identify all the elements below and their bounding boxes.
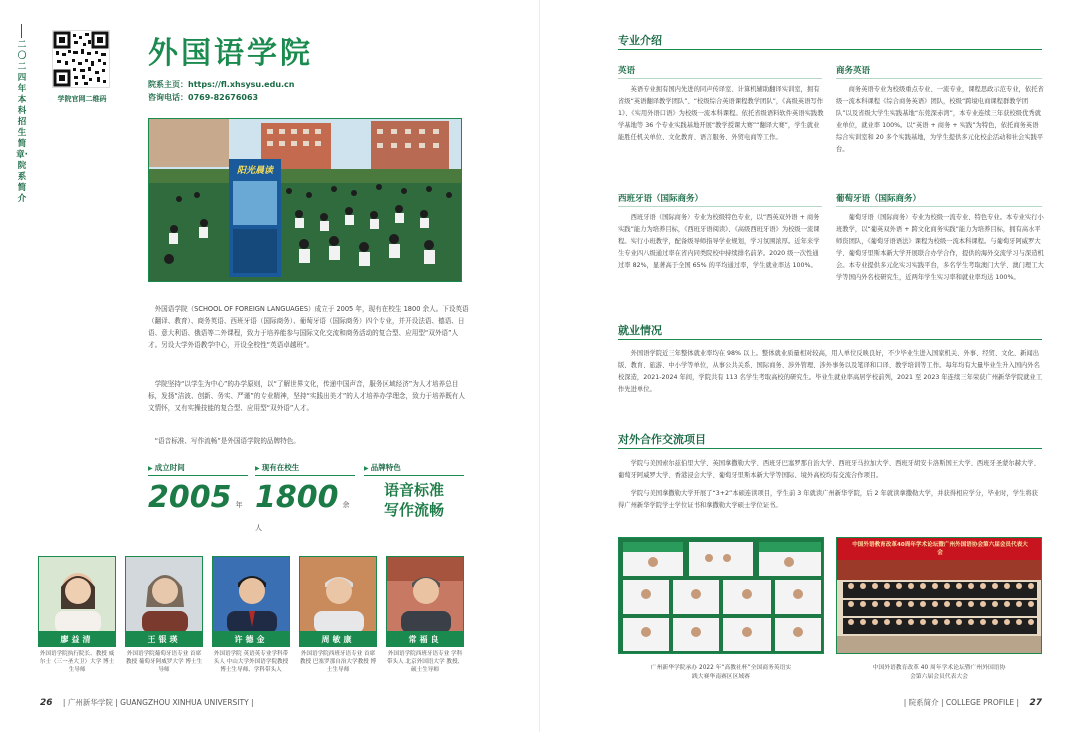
stat-students [255,462,355,534]
faculty-name: 常福良 [386,632,464,647]
stat-students-value: 1800 [255,480,339,515]
footer-left [40,697,254,708]
section-exchange-title: 对外合作交流项目 [618,433,706,446]
major-title: 商务英语 [836,66,871,76]
sub-rule [618,78,822,79]
footer-right-text: | 院系简介 | COLLEGE PROFILE | [903,698,1020,707]
major-title: 英语 [618,66,636,76]
school-title: 外国语学院 [148,36,313,71]
major-title: 西班牙语（国际商务） [618,194,704,204]
right-page [540,0,1080,732]
stat-founded [148,462,248,515]
vertical-rule [21,24,22,38]
faculty-desc: 外国语学院执行院长、教授 威尔士（三一圣大卫）大学 博士生导师 [39,651,115,673]
exchange-text-2: 学院与美国拿撒勒大学开展了“3+2”本硕连读项目，学生前 3 年就读广州新华学院，后 2 年就读拿撒勒大学，并获得相应学分，毕业时，学生将获得广州新华学院学士学位证书和拿撒勒大学硕士学位证书。 [618,490,1038,509]
faculty-card [299,556,377,674]
faculty-photo [299,556,377,632]
forum-caption: 中国外语教育改革 40 周年学术论坛暨广州外国语协会第六届会员代表大会 [872,665,1006,680]
faculty-name: 许德金 [212,632,290,647]
contact-phone: 咨询电话：0769-82676063 [148,93,259,102]
major-text: 葡萄牙语（国际商务）专业为校级一流专业、特色专业。本专业实行小班教学，以“葡英双外语 + 跨文化商务实践”能力为培养目标，拥有高水平师资团队，《葡萄牙语语法》课程为校级一流本科课程。与葡萄牙阿威罗大学、葡萄牙里斯本新大学开展联合办学合作，提供的海外交流学习与深造机会。本专业提供多元化实习实践平台，多名学生考取澳门大学、澳门理工大学等国内外名校研究生，近两年学生实习率和就业率均达 100%。 [836,214,1044,281]
faculty-desc: 外国语学院西班牙语专业 首席教授 巴塞罗那自治大学教授 博士生导师 [299,651,377,673]
section-rule [618,448,1042,449]
faculty-card [386,556,464,674]
section-employment-title: 就业情况 [618,324,662,337]
section-majors-title: 专业介绍 [618,34,662,47]
forum-banner-text: 中国外语教育改革40周年学术论坛暨广州外国语协会第六届会员代表大会 [852,542,1028,556]
faculty-photo [125,556,203,632]
sub-rule [836,206,1042,207]
competition-photo [618,537,824,654]
page-number-right: 27 [1029,698,1042,708]
faculty-photo [212,556,290,632]
faculty-name: 王银瑛 [125,632,203,647]
major-text: 英语专业拥有国内先进的同声传译室、计算机辅助翻译实训室，拥有省级“英语翻译教学团队”、“校级综合英语课程教学团队”，《高级英语写作 1》、《实用外语口语》为校级一流本科课程。依托省级语料软件英语实践教学基地等 36 个专业实践基地开展“教学授课大赛”“翻译大赛”，学生就业能胜任机关单位、文化教育、语言服务、外贸电商等工作。 [618,86,824,141]
stat-brand-line1: 语音标准 [383,481,444,499]
major-title: 葡萄牙语（国际商务） [836,194,922,204]
vertical-title: 二〇二四年本科招生简章·院系简介 [16,40,28,204]
exchange-text-1: 学院与美国索尔兹伯里大学、英国拿撒勒大学、西班牙巴塞罗那自治大学、西班牙马拉加大学、西班牙胡安卡洛斯国王大学、西班牙圣蒙尔赫大学、葡萄牙阿威罗大学、香港浸会大学、葡萄牙里斯本新大学等国际、境外高校均有交流合作项目。 [618,460,1040,479]
stat-students-unit: 余人 [255,501,350,532]
stat-founded-label: ▶ 成立时间 [148,462,248,476]
faculty-desc: 外国语学院葡萄牙语专业 首席教授 葡萄牙阿威罗大学 博士生导师 [125,651,203,673]
qr-caption: 学院官网二维码 [57,95,107,103]
stat-founded-unit: 年 [235,501,243,509]
stat-brand-label: ▶ 品牌特色 [364,462,464,476]
forum-group-photo [836,537,1042,654]
footer-right [904,697,1042,708]
intro-paragraph-2: 学院坚持“以学生为中心”的办学原则，以“了解世界文化，传递中国声音，服务区域经济”为人才培养总目标，发扬“洁波、创新、务实、严谨”的专业精神，坚持“实践出美才”的人才培养办学理念，致力于培养既有人文情怀，又有实操技能的复合型、应用型“双外语”人才。 [148,380,465,412]
faculty-card [125,556,203,674]
stat-brand-line2: 写作流畅 [383,501,444,519]
faculty-photo [38,556,116,632]
faculty-desc: 外国语学院 英语英专业学科带头人 中山大学外国语学院教授 博士生导师、学科带头人 [213,651,289,673]
employment-text: 外国语学院近三年整体就业率均在 98% 以上。整体就业质量相对较高，用人单位反映良好，不少毕业生进入国家机关、外事、经贸、文化、新闻出版、教育、旅游、中小学等单位，从事公共关系、国际商务、涉外管理、涉外事务以及笔译和口译、教学培训等工作。每年均有大量毕业生升入国内外名校深造，2021-2024 年间，学院共有 113 名学生考取高校的研究生。毕业生就业率高居学校前列，2021 至 2023 年连续三年荣获广州新华学院就业工作先进单位。 [618,350,1043,393]
qr-code[interactable] [52,30,110,88]
major-text: 西班牙语（国际商务）专业为校级特色专业，以“西英双外语 + 商务实践”能力为培养目标，《西班牙语阅读》、《高级西班牙语》为校级一流课程。实行小班教学，配备级导师指导学业规划，学习氛围浓厚。近年来学生专业四八级通过率在省内同类院校中持续排名前茅。2020 级一次性通过率 82%，显著高于全国 65% 的平均通过率，学生就业率达 100%。 [618,214,820,269]
intro-paragraph-3: “语音标准、写作流畅”是外国语学院的品牌特色。 [154,437,300,445]
photo-sign-text: 阳光晨读 [236,166,273,176]
section-rule [618,49,1042,50]
faculty-name: 廖益清 [38,632,116,647]
faculty-photo [386,556,464,632]
faculty-desc: 外国语学院西班牙语专业 学科带头人 北京外国语大学 教授、硕士生导师 [386,651,464,673]
sub-rule [836,78,1042,79]
intro-paragraph-1: 外国语学院（SCHOOL OF FOREIGN LANGUAGES）成立于 2005 年，现有在校生 1800 余人。下设英语（翻译、教育）、商务英语、西班牙语（国际商务）、葡萄牙语（国际商务）四个专业，并开设法语、德语、日语、意大利语、俄语等二外课程，致力于培养能参与国际文化交流和商务活动的复合型、应用型“双外语”人才。另设大学外语教学中心，开设全校性“英语卓越班”。 [148,305,469,349]
sub-rule [618,206,822,207]
website-link[interactable]: 院系主页：https://fl.xhsysu.edu.cn [148,80,295,89]
stat-brand [364,462,464,520]
faculty-card [212,556,290,674]
footer-left-text: | 广州新华学院 | GUANGZHOU XINHUA UNIVERSITY | [62,698,254,707]
page-number-left: 26 [40,698,53,708]
section-rule [618,339,1042,340]
stat-founded-value: 2005 [148,480,232,515]
stat-students-label: ▶ 现有在校生 [255,462,355,476]
competition-caption: 广州新华学院承办 2022 年“高教社杯”全国商务英语实践大赛华南赛区区域赛 [650,665,792,680]
faculty-card [38,556,116,674]
major-text: 商务英语专业为校级重点专业、一流专业，课程思政示范专业，依托省级一流本科课程《综合商务英语》团队，校级“跨境电商课程群教学团队”以及省级大学生实践基地“东莞深赤湾”，本专业连续三年获校级优秀就业单位，就业率 100%。以“英语 + 商务 + 实践”为特色，依托商务英语综合实训室和 20 多个实践基地，为学生提供多元化校企活动和社会实践平台。 [836,86,1044,153]
faculty-name: 周敏康 [299,632,377,647]
morning-reading-photo [148,118,462,282]
